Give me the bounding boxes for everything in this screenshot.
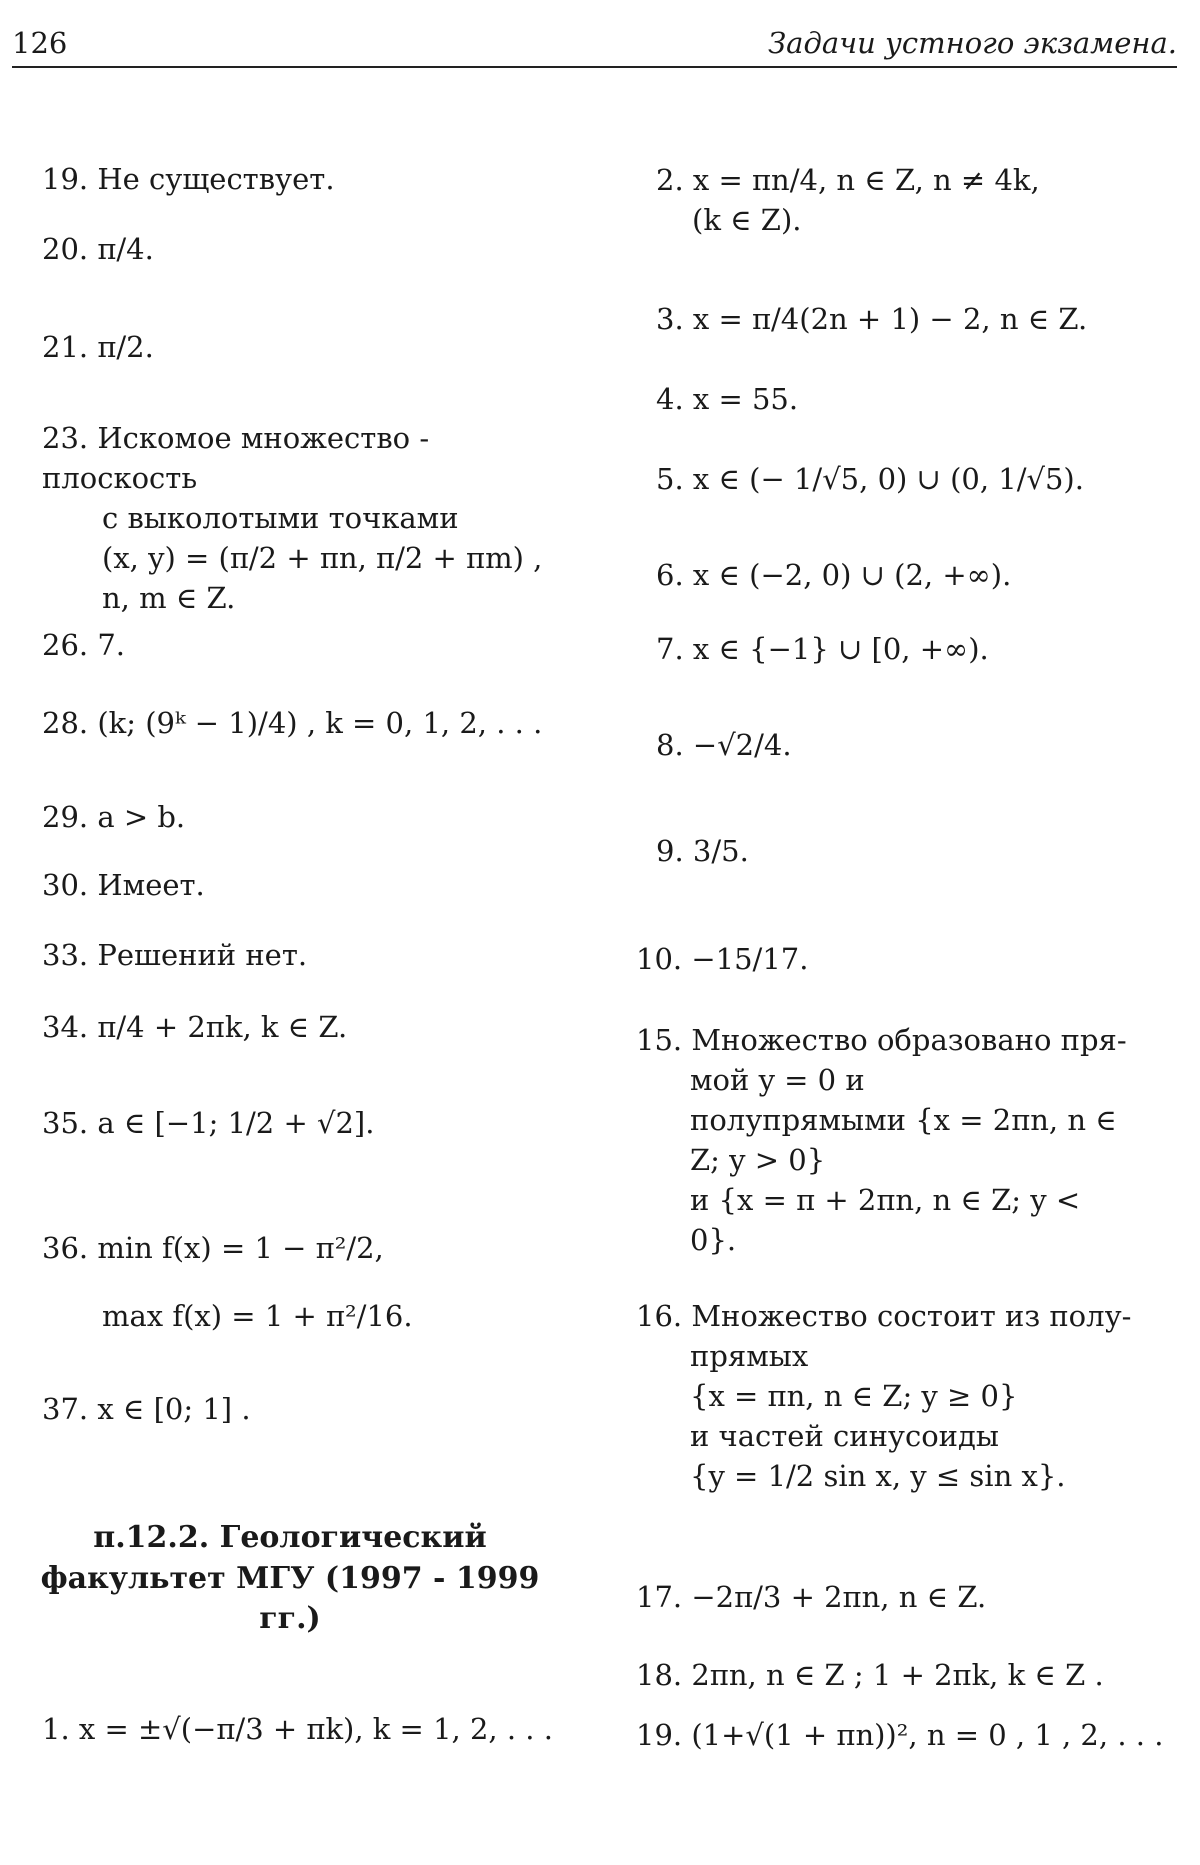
answer-item: 6. x ∈ (−2, 0) ∪ (2, +∞). bbox=[656, 558, 1012, 592]
answer-item: 15. Множество образовано пря- мой y = 0 и полупрямыми {x = 2πn, n ∈ Z; y > 0} и {x = π + 2πn, n ∈ Z; y < 0}. bbox=[636, 1023, 1127, 1258]
answer-item: 1. x = ±√(−π/3 + πk), k = 1, 2, . . . bbox=[42, 1712, 553, 1746]
answer-item: 7. x ∈ {−1} ∪ [0, +∞). bbox=[656, 632, 989, 666]
answer-item: 28. (k; (9ᵏ − 1)/4) , k = 0, 1, 2, . . . bbox=[42, 706, 543, 740]
answer-item: 23. Искомое множество - плоскость с выколотыми точками (x, y) = (π/2 + πn, π/2 + πm) , n, m ∈ Z. bbox=[42, 421, 543, 616]
answer-item: 17. −2π/3 + 2πn, n ∈ Z. bbox=[636, 1580, 987, 1614]
answer-item: 33. Решений нет. bbox=[42, 938, 308, 972]
answer-item: 8. −√2/4. bbox=[656, 728, 792, 762]
answer-item: 21. π/2. bbox=[42, 330, 154, 364]
answer-item: 37. x ∈ [0; 1] . bbox=[42, 1392, 251, 1426]
answer-item: 35. a ∈ [−1; 1/2 + √2]. bbox=[42, 1106, 375, 1140]
answer-item: 19. Не существует. bbox=[42, 162, 335, 196]
answer-item: 30. Имеет. bbox=[42, 868, 205, 902]
answer-item: 9. 3/5. bbox=[656, 834, 749, 868]
running-title: Задачи устного экзамена. bbox=[768, 26, 1177, 60]
page-header bbox=[12, 22, 1177, 68]
answer-item: 3. x = π/4(2n + 1) − 2, n ∈ Z. bbox=[656, 302, 1088, 336]
answer-item: 4. x = 55. bbox=[656, 382, 799, 416]
answer-item: 5. x ∈ (− 1/√5, 0) ∪ (0, 1/√5). bbox=[656, 462, 1084, 496]
page-number: 126 bbox=[12, 26, 68, 60]
answer-item: 26. 7. bbox=[42, 628, 126, 662]
answer-item: 10. −15/17. bbox=[636, 942, 809, 976]
answer-item: 29. a > b. bbox=[42, 800, 186, 834]
answer-item: 18. 2πn, n ∈ Z ; 1 + 2πk, k ∈ Z . bbox=[636, 1658, 1104, 1692]
answer-item: 36. min f(x) = 1 − π²/2, max f(x) = 1 + π²/16. bbox=[42, 1231, 413, 1334]
answer-item: 19. (1+√(1 + πn))², n = 0 , 1 , 2, . . . bbox=[636, 1718, 1164, 1752]
answer-item: 2. x = πn/4, n ∈ Z, n ≠ 4k, (k ∈ Z). bbox=[656, 163, 1040, 238]
section-heading: п.12.2. Геологический факультет МГУ (1997 - 1999 гг.) bbox=[40, 1520, 540, 1636]
answer-item: 16. Множество состоит из полу- прямых {x = πn, n ∈ Z; y ≥ 0} и частей синусоиды {y = 1/2 sin x, y ≤ sin x}. bbox=[636, 1299, 1132, 1494]
answer-item: 20. π/4. bbox=[42, 232, 154, 266]
answer-item: 34. π/4 + 2πk, k ∈ Z. bbox=[42, 1010, 348, 1044]
